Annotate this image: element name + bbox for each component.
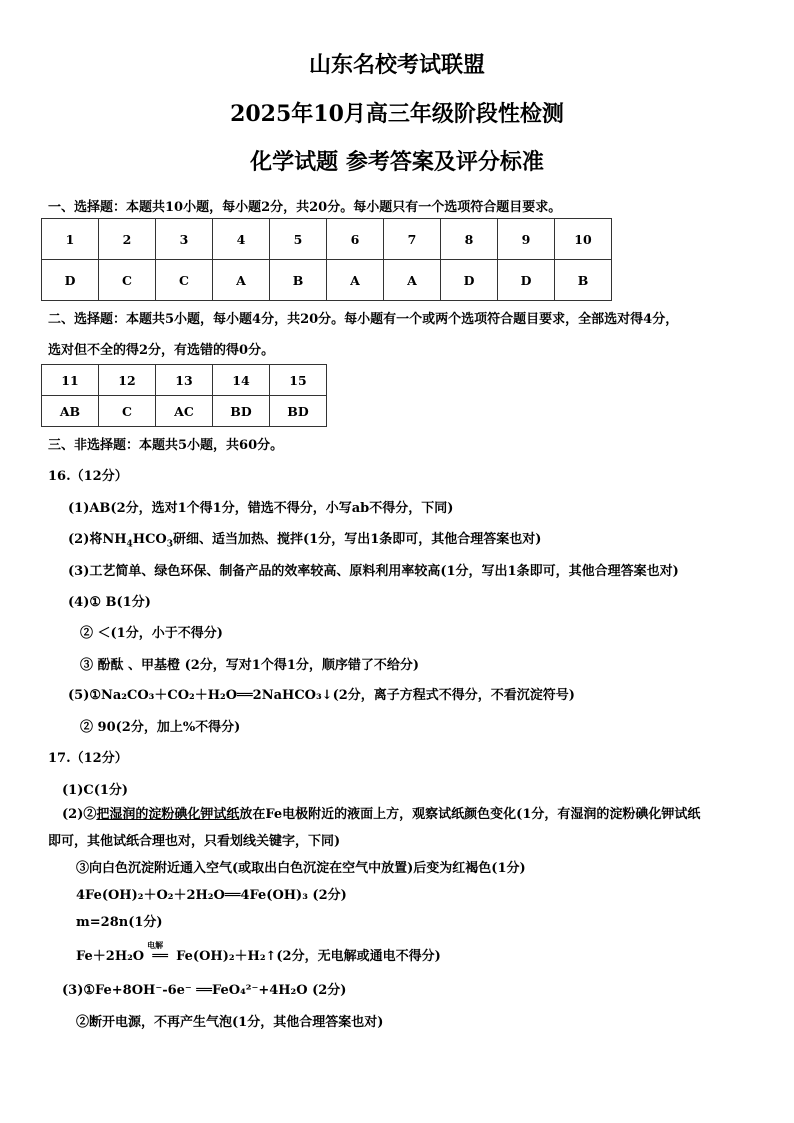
table-cell: AB	[42, 396, 99, 427]
q16-part2-sub-2: 3	[166, 539, 174, 550]
section1-answer-table	[41, 218, 612, 301]
q17-part2-m: m=28n(1分)	[76, 915, 163, 930]
section2-answer-table	[41, 364, 327, 427]
q16-part2-text-b: HCO	[132, 532, 167, 547]
section2-heading-1: 二、选择题：本题共5小题，每小题4分，共20分。每小题有一个或两个选项符合题目要求，全部选对得4分，	[48, 312, 679, 327]
table-cell: C	[99, 260, 156, 301]
table-cell: A	[327, 260, 384, 301]
table-cell: 15	[270, 365, 327, 396]
table-cell: 12	[99, 365, 156, 396]
table-cell: 5	[270, 219, 327, 260]
table-cell: BD	[213, 396, 270, 427]
q16-part4-1: (4)① B(1分)	[68, 595, 151, 610]
q16-part4-2: ② ＜(1分，小于不得分)	[80, 626, 223, 641]
q16-title: 16.（12分）	[48, 469, 128, 484]
q17-elec-label: 电解	[147, 940, 164, 950]
table-cell: 6	[327, 219, 384, 260]
table-cell: 4	[213, 219, 270, 260]
table-cell: B	[270, 260, 327, 301]
q17-elec-reactants: Fe＋2H₂O	[76, 949, 145, 964]
section1-number-row	[42, 219, 612, 260]
q16-part2	[68, 528, 541, 550]
table-cell: B	[555, 260, 612, 301]
section2-number-row	[42, 365, 327, 396]
q17-part2-rest: 放在Fe电极附近的液面上方，观察试纸颜色变化(1分，有湿润的淀粉碘化钾试纸	[239, 807, 701, 822]
table-cell: A	[213, 260, 270, 301]
doc-title-3: 化学试题 参考答案及评分标准	[250, 149, 544, 175]
table-cell: 7	[384, 219, 441, 260]
table-cell: 9	[498, 219, 555, 260]
q16-part5-2: ② 90(2分，加上%不得分)	[80, 720, 241, 735]
q17-part2-equation: 4Fe(OH)₂＋O₂＋2H₂O══4Fe(OH)₃ (2分)	[76, 888, 347, 903]
section1-heading: 一、选择题：本题共10小题，每小题2分，共20分。每小题只有一个选项符合题目要求。	[48, 200, 562, 215]
section3-heading: 三、非选择题：本题共5小题，共60分。	[48, 438, 284, 453]
table-cell: 3	[156, 219, 213, 260]
q17-part2-2	[62, 803, 700, 822]
q17-part2-continuation: 即可，其他试纸合理也对，只看划线关键字，下同)	[48, 834, 341, 849]
table-cell: A	[384, 260, 441, 301]
q17-elec-arrow: 电解 ══	[147, 940, 168, 964]
q17-part2-electrolysis	[76, 940, 441, 964]
table-cell: 11	[42, 365, 99, 396]
table-cell: C	[156, 260, 213, 301]
q16-part2-text-c: 研细、适当加热、搅拌(1分，写出1条即可，其他合理答案也对)	[173, 532, 542, 547]
q17-part3-1: (3)①Fe+8OH⁻-6e⁻ ══FeO₄²⁻+4H₂O (2分)	[62, 983, 347, 998]
q17-part2-3: ③向白色沉淀附近通入空气(或取出白色沉淀在空气中放置)后变为红褐色(1分)	[76, 861, 526, 876]
table-cell: D	[498, 260, 555, 301]
q16-part2-text-a: (2)将NH	[68, 532, 127, 547]
q17-elec-products: Fe(OH)₂＋H₂↑(2分，无电解或通电不得分)	[176, 949, 441, 964]
q17-part1: (1)C(1分)	[62, 783, 129, 798]
q17-part2-lead: (2)②	[62, 807, 97, 822]
q17-part3-2: ②断开电源，不再产生气泡(1分，其他合理答案也对)	[76, 1015, 384, 1030]
q17-title: 17.（12分）	[48, 751, 128, 766]
q16-part2-sub-1: 4	[126, 539, 133, 550]
table-cell: 2	[99, 219, 156, 260]
section2-answer-row	[42, 396, 327, 427]
q16-part1: (1)AB(2分，选对1个得1分，错选不得分，小写ab不得分，下同)	[68, 501, 454, 516]
table-cell: 14	[213, 365, 270, 396]
q16-part3: (3)工艺简单、绿色环保、制备产品的效率较高、原料利用率较高(1分，写出1条即可，其他合理答案也对)	[68, 564, 679, 579]
table-cell: 13	[156, 365, 213, 396]
table-cell: C	[99, 396, 156, 427]
q17-part2-underlined: 把湿润的淀粉碘化钾试纸	[96, 807, 240, 822]
table-cell: BD	[270, 396, 327, 427]
table-cell: D	[42, 260, 99, 301]
table-cell: AC	[156, 396, 213, 427]
doc-title-2: 2025年10月高三年级阶段性检测	[230, 101, 564, 127]
table-cell: 8	[441, 219, 498, 260]
table-cell: 1	[42, 219, 99, 260]
table-cell: 10	[555, 219, 612, 260]
q16-part5-1: (5)①Na₂CO₃＋CO₂＋H₂O══2NaHCO₃↓(2分，离子方程式不得分，不看沉淀符号)	[68, 688, 575, 703]
q16-part4-3: ③ 酚酞 、甲基橙 (2分，写对1个得1分，顺序错了不给分)	[80, 658, 420, 673]
section2-heading-2: 选对但不全的得2分，有选错的得0分。	[48, 343, 275, 358]
section1-answer-row	[42, 260, 612, 301]
doc-title-1: 山东名校考试联盟	[308, 52, 485, 78]
table-cell: D	[441, 260, 498, 301]
